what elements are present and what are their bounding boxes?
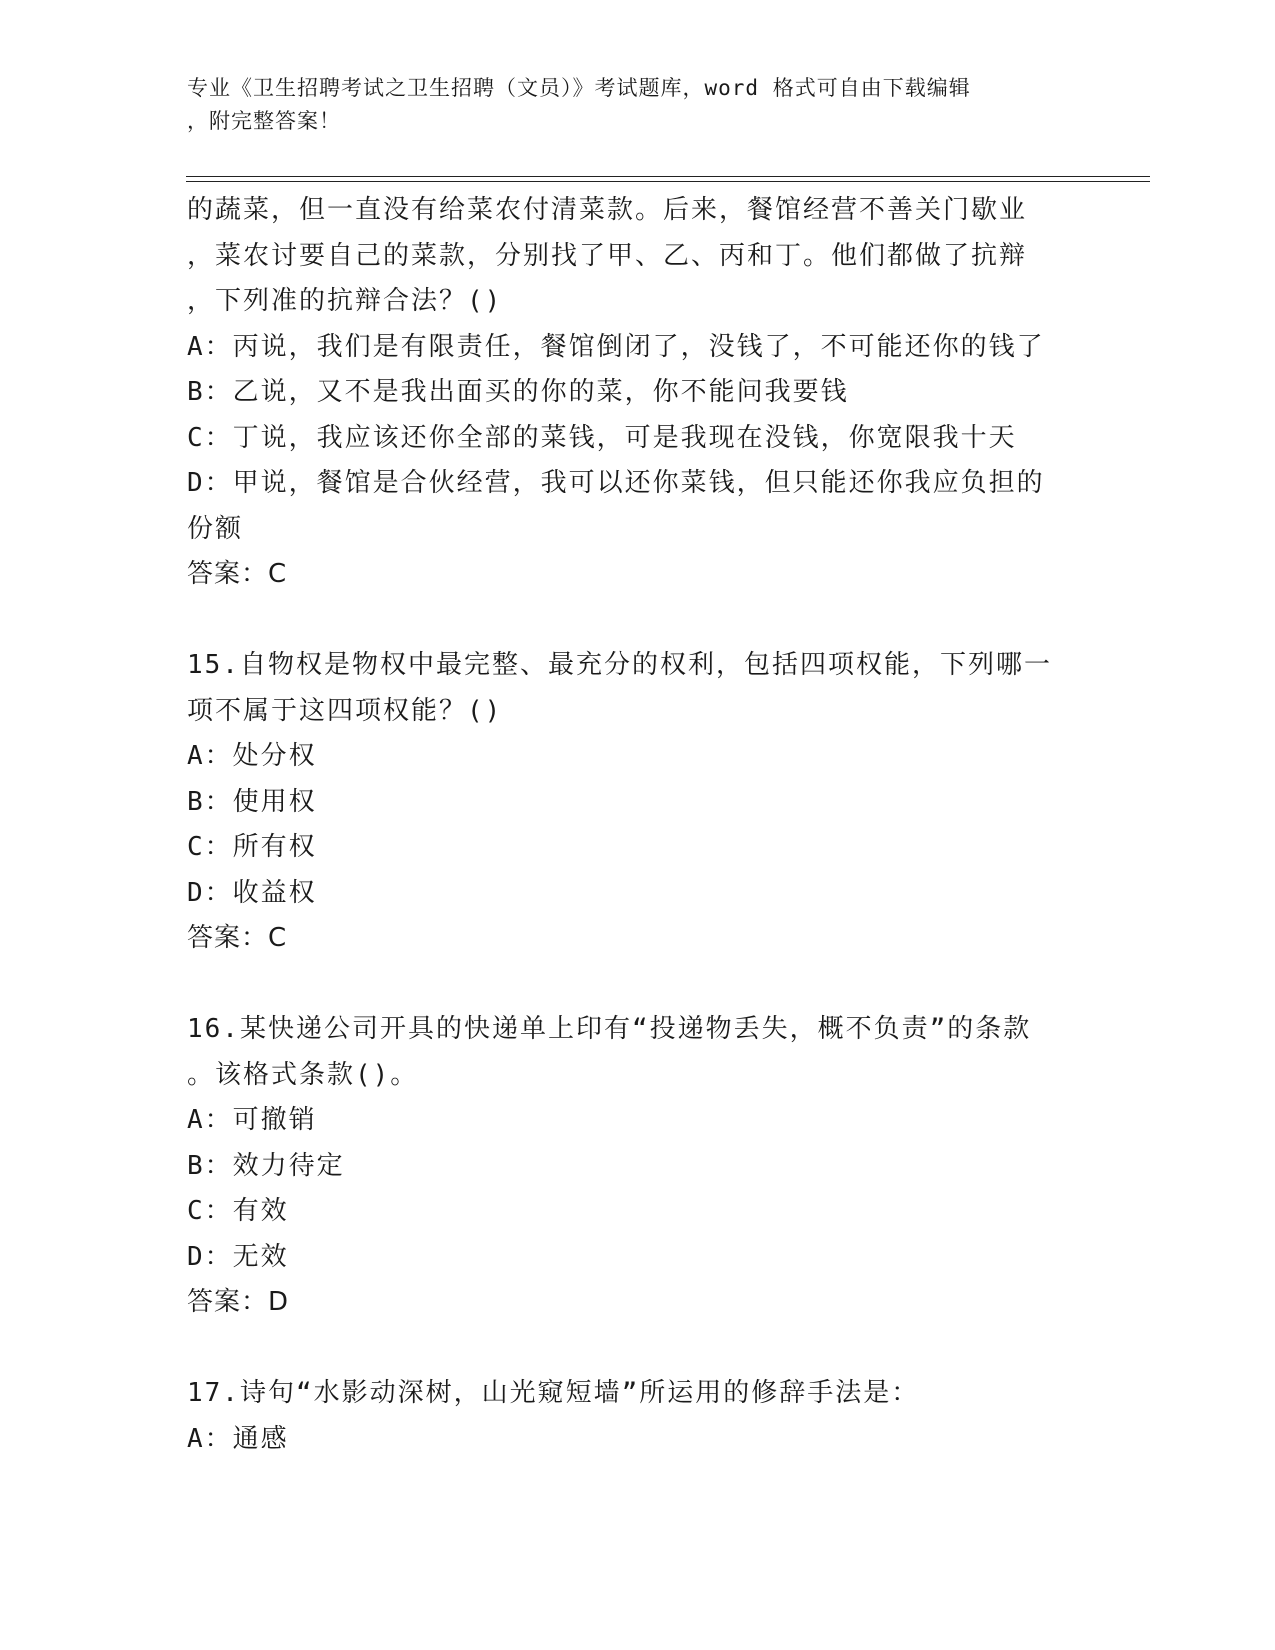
question-stem-line: 15.自物权是物权中最完整、最充分的权利，包括四项权能，下列哪一 <box>187 650 1052 680</box>
header-line-1: 专业《卫生招聘考试之卫生招聘（文员）》考试题库，word 格式可自由下载编辑 <box>187 76 971 100</box>
answer: 答案：C <box>187 559 288 589</box>
question-continuation <box>187 188 1087 598</box>
question-16 <box>187 1007 1087 1326</box>
spacer <box>187 598 1087 644</box>
option-b: B：乙说，又不是我出面买的你的菜，你不能问我要钱 <box>187 377 849 407</box>
question-stem-line: ，菜农讨要自己的菜款，分别找了甲、乙、丙和丁。他们都做了抗辩 <box>187 240 1028 271</box>
header-line-2: ，附完整答案！ <box>187 109 341 133</box>
answer: 答案：C <box>187 923 288 953</box>
question-17 <box>187 1371 1087 1462</box>
question-stem-line: 项不属于这四项权能？() <box>187 695 503 726</box>
option-b: B：效力待定 <box>187 1150 345 1181</box>
option-d: D：无效 <box>187 1241 289 1272</box>
option-b: B：使用权 <box>187 786 317 817</box>
header-divider-top <box>186 176 1150 177</box>
question-15 <box>187 643 1087 962</box>
option-c: C：丁说，我应该还你全部的菜钱，可是我现在没钱，你宽限我十天 <box>187 422 1017 453</box>
spacer <box>187 1326 1087 1372</box>
document-header <box>187 72 1067 138</box>
option-d: D：收益权 <box>187 877 317 908</box>
option-a: A：可撤销 <box>187 1105 317 1135</box>
option-a: A：通感 <box>187 1423 289 1454</box>
question-stem-line: 。该格式条款()。 <box>187 1059 419 1090</box>
option-a: A：丙说，我们是有限责任，餐馆倒闭了，没钱了，不可能还你的钱了 <box>187 331 1045 362</box>
option-d-continued: 份额 <box>187 513 244 544</box>
spacer <box>187 962 1087 1008</box>
question-stem-line: 的蔬菜，但一直没有给菜农付清菜款。后来，餐馆经营不善关门歇业 <box>187 195 1028 225</box>
answer: 答案：D <box>187 1287 290 1317</box>
question-stem-line: 17.诗句“水影动深树，山光窥短墙”所运用的修辞手法是： <box>187 1378 920 1408</box>
question-stem-line: 16.某快递公司开具的快递单上印有“投递物丢失，概不负责”的条款 <box>187 1014 1032 1044</box>
header-divider-bottom <box>186 181 1150 182</box>
option-c: C：所有权 <box>187 832 317 862</box>
document-body <box>187 188 1087 1462</box>
question-stem-line: ，下列准的抗辩合法？() <box>187 286 503 316</box>
option-a: A：处分权 <box>187 741 317 771</box>
option-d: D：甲说，餐馆是合伙经营，我可以还你菜钱，但只能还你我应负担的 <box>187 468 1045 498</box>
option-c: C：有效 <box>187 1196 289 1226</box>
